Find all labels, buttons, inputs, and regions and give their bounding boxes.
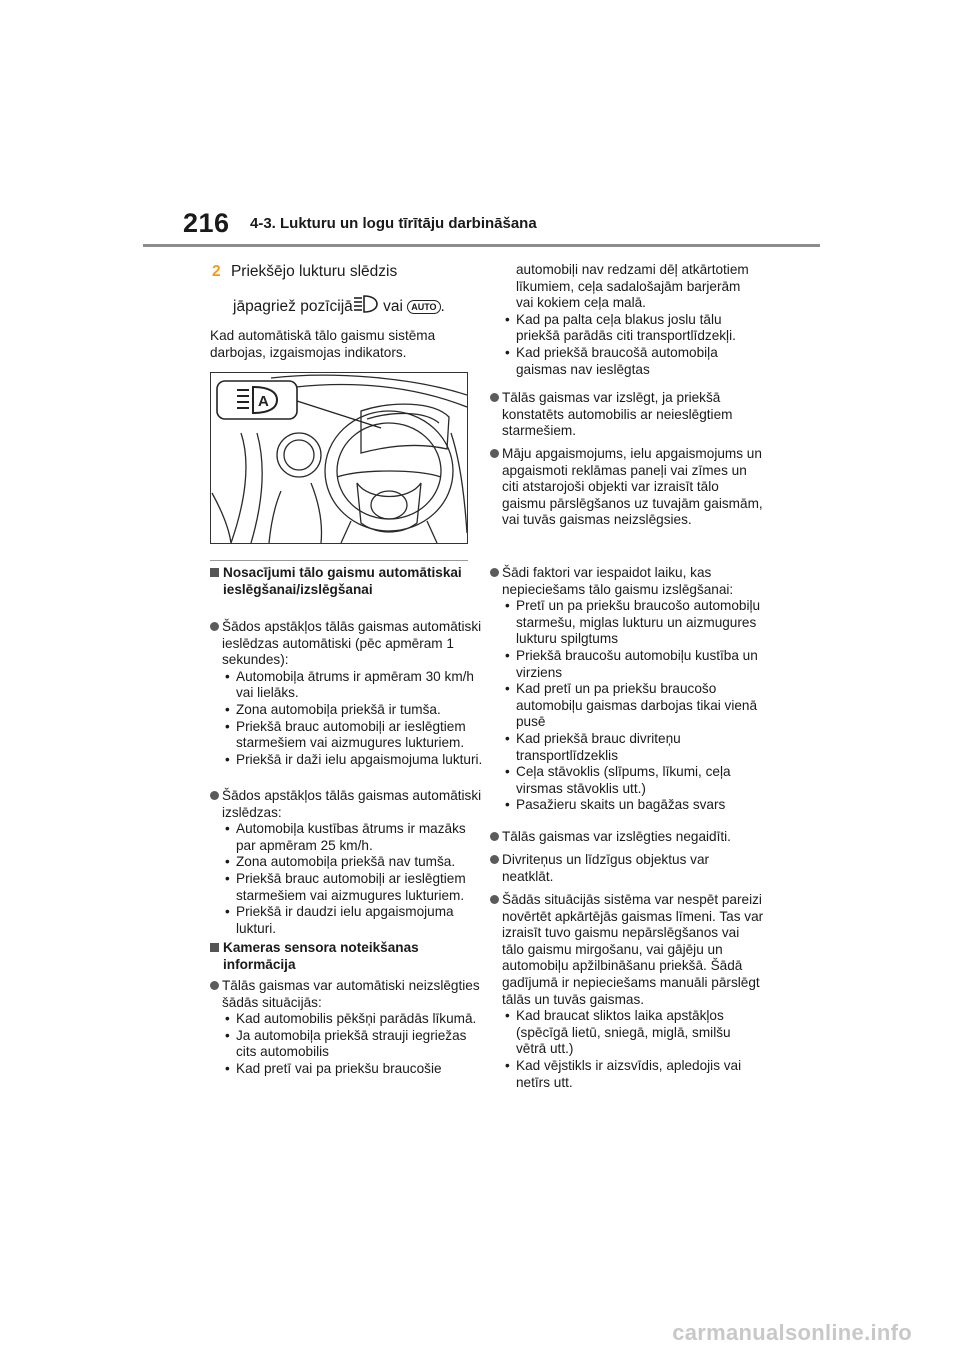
- header-divider: [143, 244, 820, 247]
- list-item: • Automobiļa kustības ātrums ir mazāks par apmēram 25 km/h.: [222, 821, 484, 854]
- list-item: • Kad pretī vai pa priekšu braucošie: [222, 1061, 484, 1078]
- bullet-text: Tālās gaismas var izslēgties negaidīti.: [502, 829, 731, 844]
- continued-text: automobiļi nav redzami dēļ atkārtotiem līkumiem, ceļa sadalošajām barjerām vai kokiem ceļa malā.: [516, 262, 749, 311]
- bullet-dot-icon: [210, 981, 219, 990]
- square-bullet-icon: [210, 943, 219, 952]
- list-item: • Kad priekšā brauc divriteņu transportlīdzeklis: [502, 731, 764, 764]
- step-line2-or: vai: [378, 298, 408, 316]
- bullet-dot-icon: [490, 832, 499, 841]
- bullet-unexpected: [490, 829, 764, 846]
- list-item: • Zona automobiļa priekšā ir tumša.: [222, 702, 484, 719]
- step-line-1: [212, 262, 472, 282]
- watermark: carmanualsonline.info: [672, 1320, 912, 1345]
- list-item: • Priekšā ir daudzi ielu apgaismojuma lukturi.: [222, 904, 484, 937]
- list-item: • Automobiļa ātrums ir apmēram 30 km/h vai lielāks.: [222, 669, 484, 702]
- bullet-text: Šādi faktori var iespaidot laiku, kas nepieciešams tālo gaismu izslēgšanai:: [502, 565, 734, 597]
- bullet-dot-icon: [210, 791, 219, 800]
- list-item: • Kad braucat sliktos laika apstākļos (spēcīgā lietū, sniegā, miglā, smilšu vētrā utt.): [502, 1008, 764, 1058]
- bullet-text: Divriteņus un līdzīgus objektus var neatklāt.: [502, 852, 710, 884]
- list-item: • Kad pretī un pa priekšu braucošo automobiļu gaismas darbojas tikai vienā pusē: [502, 681, 764, 731]
- list-item: • Priekšā brauc automobiļi ar ieslēgtiem starmešiem vai aizmugures lukturiem.: [222, 871, 484, 904]
- bullet-dot-icon: [490, 855, 499, 864]
- bullet-dot-icon: [210, 622, 219, 631]
- bullet-dot-icon: [490, 393, 499, 402]
- step-line-2: [212, 294, 472, 320]
- bullet-text: Māju apgaismojums, ielu apgaismojums un apgaismoti reklāmas paneļi vai zīmes un citi atstarojoši objekti var izraisīt tālo gaismu pārslēgšanos uz tuvajām gaismām, vai tuvās gaismas neizslēgsies.: [502, 446, 763, 528]
- bullet-text: Tālās gaismas var izslēgt, ja priekšā konstatēts automobilis ar neieslēgtiem starmešiem.: [502, 390, 733, 439]
- bullet-unlit-vehicle: [490, 390, 764, 440]
- bullet-text: Šādos apstākļos tālās gaismas automātiski ieslēdzas automātiski (pēc apmēram 1 sekundes):: [222, 619, 482, 668]
- dashboard-illustration: [210, 372, 468, 544]
- section-title: 4-3. Lukturu un logu tīrītāju darbināšana: [250, 215, 537, 232]
- bullet-two-wheelers: [490, 852, 764, 885]
- list-item: • Ceļa stāvoklis (slīpums, līkumi, ceļa virsmas stāvoklis utt.): [502, 764, 764, 797]
- list-item: • Pasažieru skaits un bagāžas svars: [502, 797, 764, 814]
- list-item: • Zona automobiļa priekšā nav tumša.: [222, 854, 484, 871]
- square-bullet-icon: [210, 568, 219, 577]
- list-item: • Kad pa palta ceļa blakus joslu tālu priekšā parādās citi transportlīdzekļi.: [502, 312, 756, 345]
- step-2: [212, 262, 472, 320]
- bullet-not-switch-off: [210, 978, 484, 1078]
- list-item: • Ja automobiļa priekšā strauji iegriežas cits automobilis: [222, 1028, 484, 1061]
- list-item: • Priekšā ir daži ielu apgaismojuma lukturi.: [222, 752, 484, 769]
- list-item: • Pretī un pa priekšu braucošo automobiļu starmešu, miglas lukturu un aizmugures lukturu spilgtums: [502, 598, 764, 648]
- bullet-dot-icon: [490, 568, 499, 577]
- heading-text: Kameras sensora noteikšanas informācija: [223, 940, 419, 972]
- list-item: • Kad vējstikls ir aizsvīdis, apledojis vai netīrs utt.: [502, 1058, 764, 1091]
- bullet-switch-off: [210, 788, 484, 937]
- step-line2-end: .: [440, 298, 445, 316]
- list-item: • Kad priekšā braucošā automobiļa gaismas nav ieslēgtas: [502, 345, 756, 378]
- bullet-text: Šādās situācijās sistēma var nespēt pareizi novērtēt apkārtējās gaismas līmeni. Tas var izraisīt tuvo gaismu nepārslēgšanos vai tālo gaismu mirgošanu, vai gājēju un automobiļu apžilbināšanu priekšā. Šādā gadījumā ir nepieciešams manuāli pārslēgt tālās un tuvās gaismas.: [502, 892, 764, 1007]
- bullet-text: Šādos apstākļos tālās gaismas automātiski izslēdzas:: [222, 788, 482, 820]
- bullet-ambient-light: [490, 892, 764, 1091]
- indicator-letter: A: [258, 393, 269, 410]
- heading-conditions: [210, 565, 473, 598]
- intro-text: Kad automātiskā tālo gaismu sistēma darbojas, izgaismojas indikators.: [210, 328, 436, 360]
- bullet-dot-icon: [490, 449, 499, 458]
- bullet-timing-factors: [490, 565, 764, 814]
- continued-list: [490, 262, 756, 378]
- list-item: • Kad automobilis pēkšņi parādās līkumā.: [222, 1011, 484, 1028]
- heading-text: Nosacījumi tālo gaismu automātiskai ieslēgšanai/izslēgšanai: [223, 565, 462, 597]
- bullet-dot-icon: [490, 895, 499, 904]
- illustration-divider: [210, 560, 468, 561]
- bullet-street-lighting: [490, 446, 764, 529]
- bullet-text: Tālās gaismas var automātiski neizslēgties šādās situācijās:: [222, 978, 480, 1010]
- step-line2-text: jāpagriež pozīcijā: [233, 298, 353, 316]
- heading-camera-sensor: [210, 940, 473, 973]
- list-item: • Priekšā braucošu automobiļu kustība un virziens: [502, 648, 764, 681]
- page-number: 216: [183, 208, 230, 238]
- bullet-switch-on: [210, 619, 484, 768]
- list-item: • Priekšā brauc automobiļi ar ieslēgtiem starmešiem vai aizmugures lukturiem.: [222, 719, 484, 752]
- auto-icon: AUTO: [407, 300, 440, 314]
- auto-high-beam-icon: [353, 294, 379, 320]
- step-number: 2: [212, 263, 221, 280]
- step-line1-text: Priekšējo lukturu slēdzis: [230, 263, 398, 280]
